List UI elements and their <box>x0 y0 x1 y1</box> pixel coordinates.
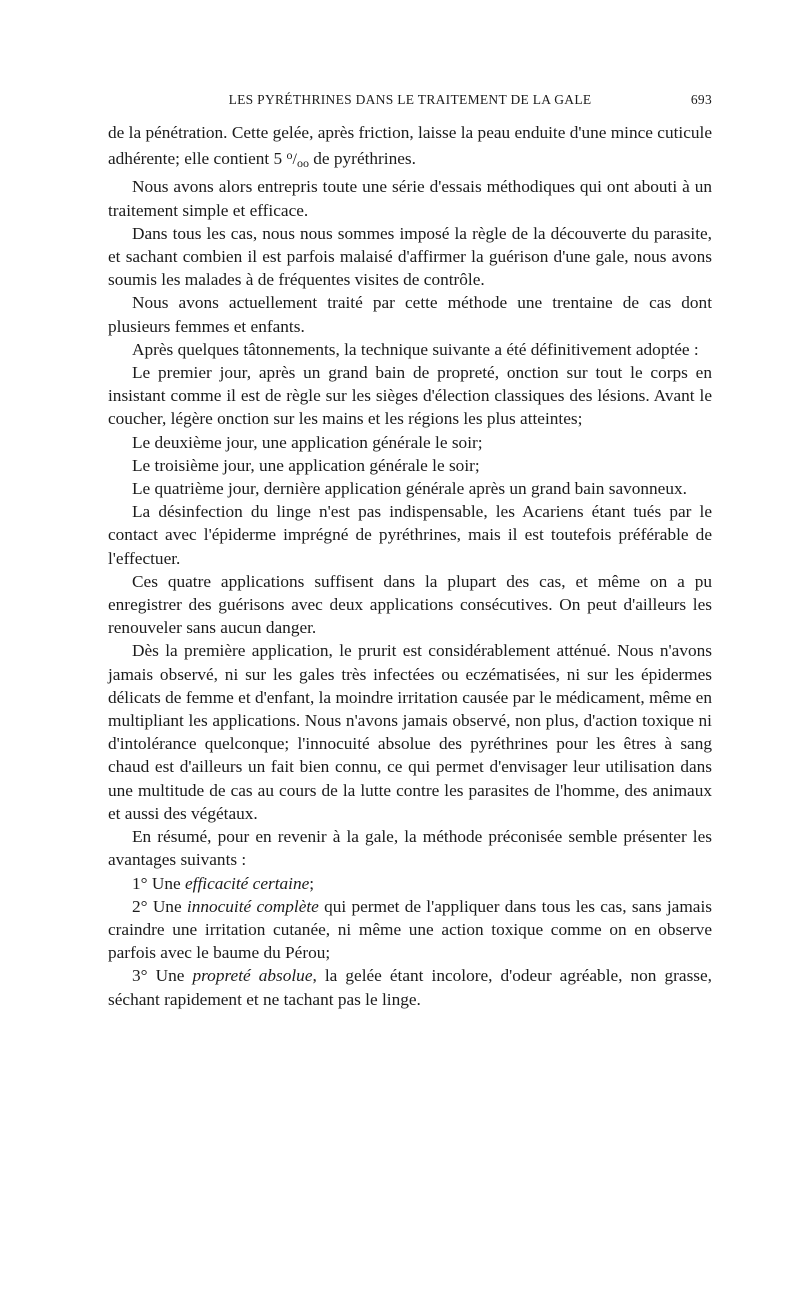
paragraph: En résumé, pour en revenir à la gale, la méthode préconisée semble présenter les avantages suivants : <box>108 827 712 870</box>
body-text <box>108 121 712 1011</box>
advantage-number: 1° <box>132 873 148 893</box>
page-header <box>108 92 712 112</box>
paragraph: Le premier jour, après un grand bain de propreté, onction sur tout le corps en insistant comme il est de règle sur les sièges d'élection classiques des lésions. Avant le coucher, légère onction sur les mains et les régions les plus atteintes; <box>108 363 712 429</box>
paragraph: Nous avons actuellement traité par cette méthode une trentaine de cas dont plusieurs femmes et enfants. <box>108 293 712 336</box>
advantage-emphasis: efficacité certaine <box>185 873 310 893</box>
paragraph: Le troisième jour, une application générale le soir; <box>132 455 480 475</box>
paragraph: Ces quatre applications suffisent dans la plupart des cas, et même on a pu enregistrer des guérisons avec deux applications consécutives. On peut d'ailleurs les renouveler sans aucun danger. <box>108 571 712 638</box>
advantage-emphasis: innocuité complète <box>186 896 319 916</box>
paragraph: Dès la première application, le prurit est considérablement atténué. Nous n'avons jamais observé, ni sur les gales très infectées ou eczématisées, ni sur les épidermes délicats de femme et d'enfant, la moindre irritation causée par le médicament, même en multipliant les applications. Nous n'avons jamais observé, non plus, d'action toxique ni d'intolérance quelconque; l'innocuité absolue des pyréthrines pour les êtres à sang chaud est d'ailleurs un fait bien connu, ce qui permet d'envisager leur utilisation dans une multitude de cas au cours de la lutte contre les parasites de l'homme, des animaux et aussi des végétaux. <box>108 641 712 823</box>
paragraph-text: de pyréthrines. <box>308 149 416 169</box>
advantage-number: 2° <box>132 896 148 916</box>
advantage-emphasis: propreté absolue <box>192 966 313 986</box>
page-number: 693 <box>690 92 712 107</box>
paragraph <box>108 121 712 175</box>
paragraph-text: de la pénétration. Cette gelée, après friction, laisse la peau enduite d'une mince cuticule adhérente; elle contient 5 <box>108 123 712 169</box>
advantage-number: 3° <box>132 966 148 986</box>
paragraph: Nous avons alors entrepris toute une série d'essais méthodiques qui ont abouti à un traitement simple et efficace. <box>108 177 712 220</box>
advantage-item: 2° Une innocuité complète qui permet de l'appliquer dans tous les cas, sans jamais craindre une irritation cutanée, ni même une action toxique comme on en observe parfois avec le baume du Pérou; <box>108 896 712 963</box>
paragraph: Le quatrième jour, dernière application générale après un grand bain savonneux. <box>132 479 687 499</box>
running-title: LES PYRÉTHRINES DANS LE TRAITEMENT DE LA GALE <box>228 92 592 107</box>
permille-symbol: $^o$/oo <box>286 148 309 171</box>
paragraph: Dans tous les cas, nous nous sommes imposé la règle de la découverte du parasite, et sachant combien il est parfois malaisé d'affirmer la guérison d'une gale, nous avons soumis les malades à de fréquentes visites de contrôle. <box>108 223 712 290</box>
paragraph: Le deuxième jour, une application générale le soir; <box>132 432 483 452</box>
advantage-item: 1° Une efficacité certaine; <box>132 873 315 893</box>
advantage-item: 3° Une propreté absolue, la gelée étant incolore, d'odeur agréable, non grasse, séchant rapidement et ne tachant pas le linge. <box>108 966 713 1009</box>
paragraph: Après quelques tâtonnements, la technique suivante a été définitivement adoptée : <box>132 339 699 359</box>
paragraph: La désinfection du linge n'est pas indispensable, les Acariens étant tués par le contact avec l'épiderme imprégné de pyréthrines, mais il est toutefois préférable de l'effectuer. <box>108 502 712 568</box>
